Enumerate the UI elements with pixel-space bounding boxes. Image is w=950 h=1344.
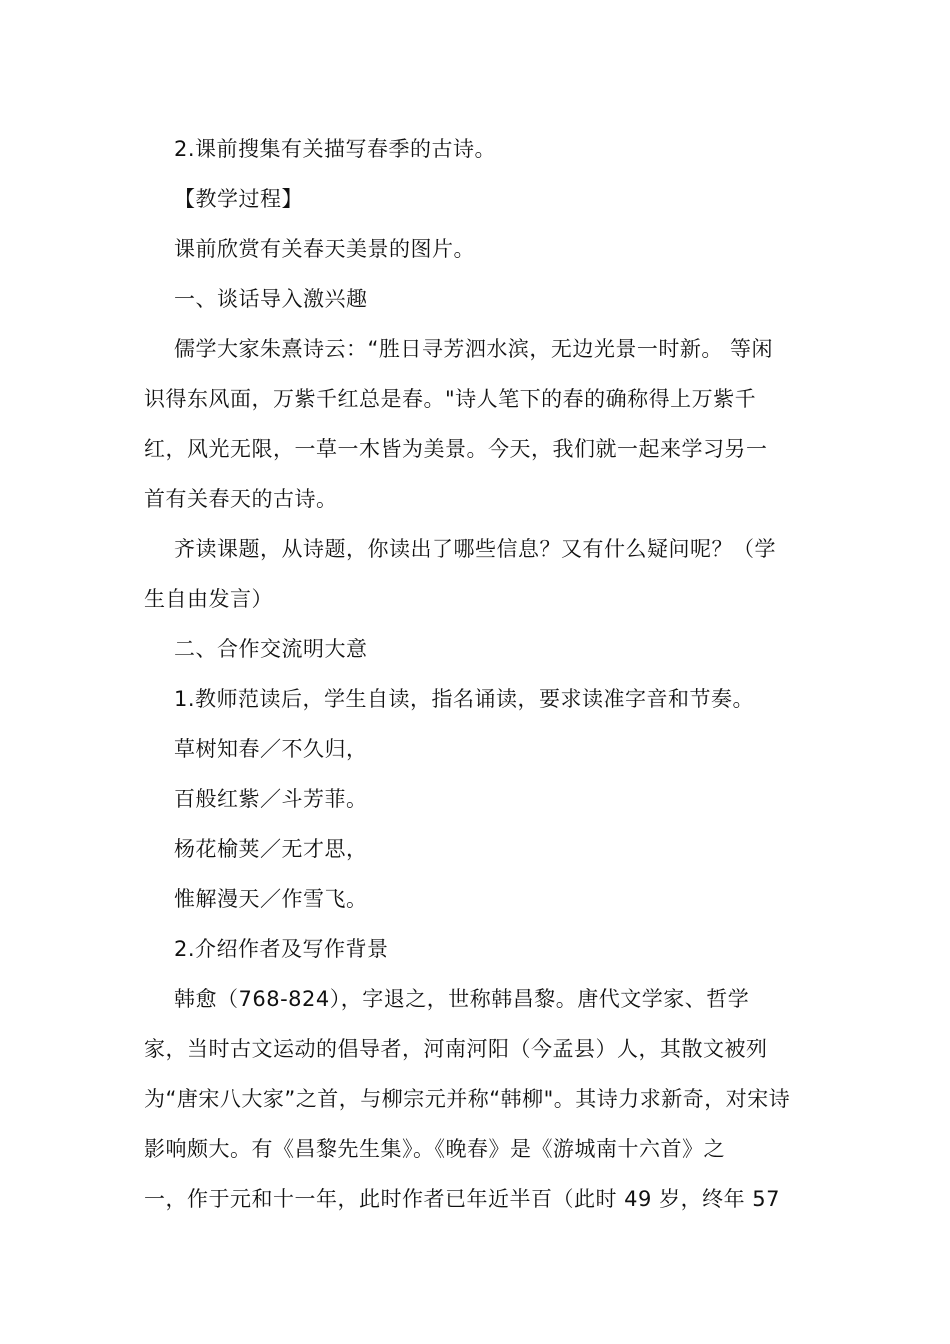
- text-line: 草树知春／不久归，: [174, 737, 368, 761]
- paragraph-step-1: [144, 674, 808, 724]
- section-heading-teaching-process: [144, 174, 808, 224]
- text-line: 1.教师范读后，学生自读，指名诵读，要求读准字音和节奏。: [174, 687, 755, 711]
- text-line: 韩愈（768-824），字退之，世称韩昌黎。唐代文学家、哲学: [174, 987, 750, 1011]
- section-heading-1: [144, 274, 808, 324]
- text-line: 课前欣赏有关春天美景的图片。: [174, 237, 475, 261]
- text-line: 家，当时古文运动的倡导者，河南河阳（今孟县）人，其散文被列: [144, 1037, 768, 1061]
- text-line: 影响颇大。有《昌黎先生集》。《晚春》是《游城南十六首》之: [144, 1137, 725, 1161]
- text-line: 识得东风面，万紫千红总是春。"诗人笔下的春的确称得上万紫千: [144, 387, 757, 411]
- paragraph-intro-zhuxi: [144, 324, 808, 524]
- text-line: 惟解漫天／作雪飞。: [174, 887, 368, 911]
- text-line: 生自由发言）: [144, 587, 273, 611]
- poem-line-1: [144, 724, 808, 774]
- paragraph-prep-item-2: [144, 124, 808, 174]
- paragraph-pre-class: [144, 224, 808, 274]
- paragraph-read-title: [144, 524, 808, 624]
- text-line: 2.课前搜集有关描写春季的古诗。: [174, 137, 497, 161]
- text-line: 一，作于元和十一年，此时作者已年近半百（此时 49 岁，终年 57: [144, 1187, 780, 1211]
- text-line: 一、谈话导入激兴趣: [174, 287, 368, 311]
- poem-line-4: [144, 874, 808, 924]
- text-line: 百般红紫／斗芳菲。: [174, 787, 368, 811]
- text-line: 杨花榆荚／无才思，: [174, 837, 368, 861]
- text-line: 首有关春天的古诗。: [144, 487, 338, 511]
- text-line: 【教学过程】: [174, 187, 303, 211]
- text-line: 2.介绍作者及写作背景: [174, 937, 389, 961]
- text-line: 二、合作交流明大意: [174, 637, 368, 661]
- text-line: 红，风光无限，一草一木皆为美景。今天，我们就一起来学习另一: [144, 437, 768, 461]
- poem-line-2: [144, 774, 808, 824]
- section-heading-2: [144, 624, 808, 674]
- text-line: 儒学大家朱熹诗云：“胜日寻芳泗水滨，无边光景一时新。 等闲: [174, 337, 774, 361]
- document-body: [144, 124, 808, 1224]
- poem-line-3: [144, 824, 808, 874]
- text-line: 齐读课题，从诗题，你读出了哪些信息？又有什么疑问呢？（学: [174, 537, 776, 561]
- paragraph-step-2: [144, 924, 808, 974]
- text-line: 为“唐宋八大家”之首，与柳宗元并称“韩柳"。其诗力求新奇，对宋诗: [144, 1087, 791, 1111]
- paragraph-author-bio: [144, 974, 808, 1224]
